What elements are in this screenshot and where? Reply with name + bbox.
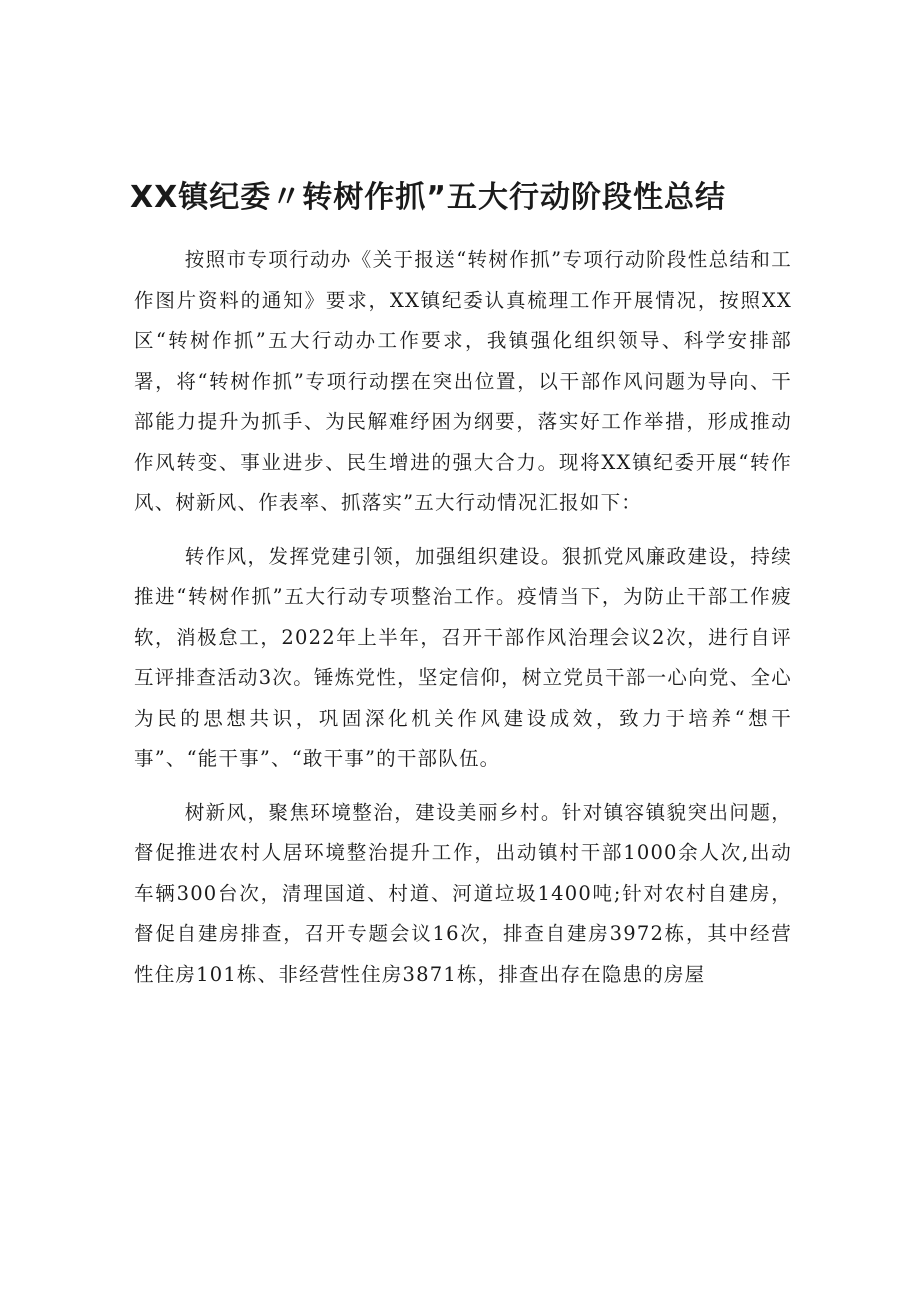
paragraph-intro: 按照市专项行动办《关于报送“转树作抓”专项行动阶段性总结和工作图片资料的通知》要求，XX镇纪委认真梳理工作开展情况，按照XX区“转树作抓”五大行动办工作要求，我镇强化组织领导、科学安排部署，将“转树作抓”专项行动摆在突出位置，以干部作风问题为导向、干部能力提升为抓手、为民解难纾困为纲要，落实好工作举措，形成推动作风转变、事业进步、民生增进的强大合力。现将XX镇纪委开展“转作风、树新风、作表率、抓落实”五大行动情况汇报如下： [134,248,792,514]
document-body [134,240,792,995]
paragraph-shu-xinfeng: 树新风，聚焦环境整治，建设美丽乡村。针对镇容镇貌突出问题，督促推进农村人居环境整治提升工作，出动镇村干部1000余人次,出动车辆300台次，清理国道、村道、河道垃圾1400吨;针对农村自建房，督促自建房排查，召开专题会议16次，排查自建房3972栋，其中经营性住房101栋、非经营性住房3871栋，排查出存在隐患的房屋 [134,800,792,986]
paragraph-zhuan-zuofeng: 转作风，发挥党建引领，加强组织建设。狠抓党风廉政建设，持续推进“转树作抓”五大行动专项整治工作。疫情当下，为防止干部工作疲软，消极怠工，2022年上半年，召开干部作风治理会议2次，进行自评互评排查活动3次。锤炼党性，坚定信仰，树立党员干部一心向党、全心为民的思想共识，巩固深化机关作风建设成效，致力于培养“想干事”、“能干事”、“敢干事”的干部队伍。 [134,544,792,770]
document-title: XX镇纪委〃转树作抓”五大行动阶段性总结 [130,180,726,215]
